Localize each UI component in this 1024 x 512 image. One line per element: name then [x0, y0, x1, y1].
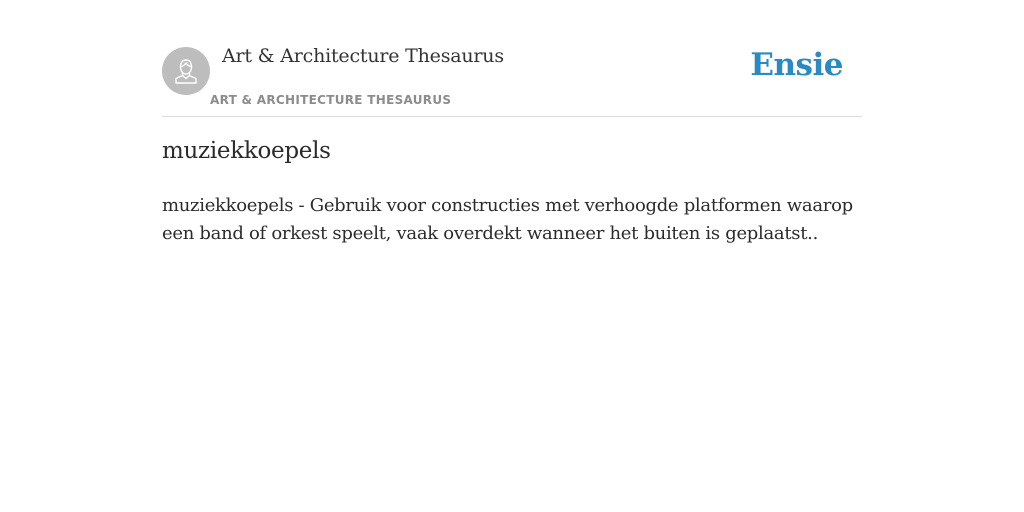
author-subtitle[interactable]: ART & ARCHITECTURE THESAURUS	[210, 93, 452, 107]
page-container	[162, 0, 862, 244]
avatar[interactable]	[162, 47, 210, 95]
brand-logo-link[interactable]: Ensie	[750, 47, 843, 83]
user-icon	[171, 56, 201, 86]
page-title: muziekkoepels	[162, 138, 331, 164]
page-header	[162, 0, 862, 117]
definition-text: muziekkoepels - Gebruik voor constructies met verhoogde platformen waarop een band of orkest speelt, vaak overdekt wanneer het buiten is geplaatst..	[162, 195, 853, 244]
author-name[interactable]: Art & Architecture Thesaurus	[222, 45, 504, 67]
